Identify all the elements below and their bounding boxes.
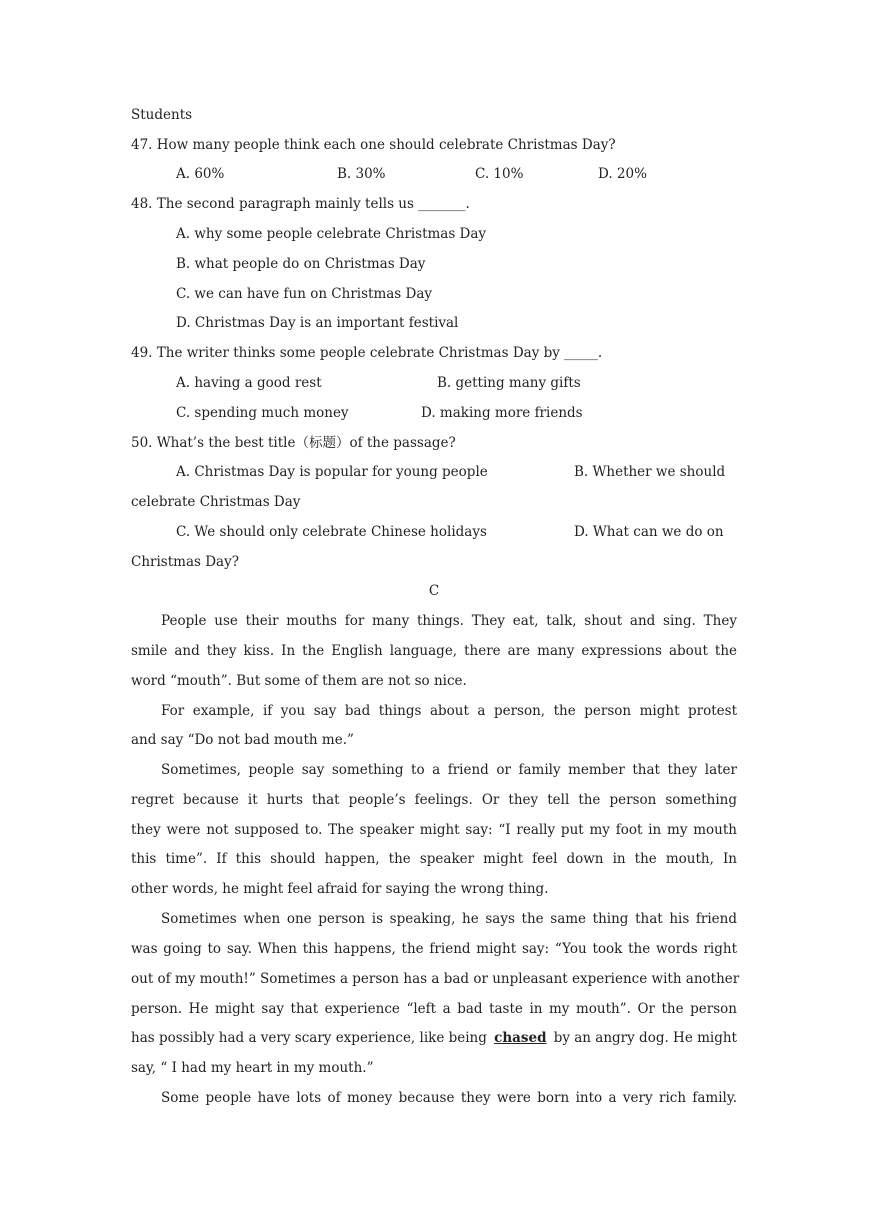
question-48-option-b: B. what people do on Christmas Day (176, 256, 426, 272)
question-49-option-b: B. getting many gifts (437, 375, 581, 391)
question-50-option-d-continued: Christmas Day? (131, 554, 239, 570)
question-47-stem: 47. How many people think each one should celebrate Christmas Day? (131, 137, 616, 153)
question-47-option-a: A. 60% (176, 166, 225, 182)
question-48-stem: 48. The second paragraph mainly tells us _______. (131, 196, 470, 212)
section-c-heading: C (428, 583, 440, 599)
passage-p4-line5-start: has possibly had a very scary experience, like being (131, 1030, 487, 1046)
section-b-tail: Students (131, 107, 193, 123)
question-48-option-a: A. why some people celebrate Christmas Day (176, 226, 487, 242)
passage-p3-line3: they were not supposed to. The speaker might say: “I really put my foot in my mouth (131, 822, 737, 838)
passage-p4-line2: was going to say. When this happens, the friend might say: “You took the words right (131, 941, 737, 957)
question-49-stem: 49. The writer thinks some people celebrate Christmas Day by _____. (131, 345, 603, 361)
question-50-option-c: C. We should only celebrate Chinese holidays (176, 524, 487, 540)
passage-p3-line1: Sometimes, people say something to a friend or family member that they later (161, 762, 737, 778)
underlined-word-chased: chased (494, 1030, 547, 1046)
question-47-option-b: B. 30% (337, 166, 386, 182)
question-47-option-c: C. 10% (475, 166, 524, 182)
question-49-option-d: D. making more friends (421, 405, 583, 421)
question-47-option-d: D. 20% (598, 166, 647, 182)
question-50-option-d: D. What can we do on (574, 524, 724, 540)
passage-p4-line1: Sometimes when one person is speaking, he says the same thing that his friend (161, 911, 737, 927)
question-48-option-c: C. we can have fun on Christmas Day (176, 286, 433, 302)
passage-p4-line4: person. He might say that experience “left a bad taste in my mouth”. Or the person (131, 1001, 737, 1017)
passage-p1-line3: word “mouth”. But some of them are not so nice. (131, 673, 467, 689)
question-50-option-a: A. Christmas Day is popular for young people (176, 464, 488, 480)
passage-p2-line1: For example, if you say bad things about a person, the person might protest (161, 703, 737, 719)
passage-p3-line5: other words, he might feel afraid for saying the wrong thing. (131, 881, 549, 897)
question-49-option-a: A. having a good rest (176, 375, 322, 391)
passage-p1-line1: People use their mouths for many things. They eat, talk, shout and sing. They (161, 613, 737, 629)
passage-p4-line5-end: by an angry dog. He might (553, 1030, 737, 1046)
passage-p3-line4: this time”. If this should happen, the speaker might feel down in the mouth, In (131, 851, 737, 867)
question-49-option-c: C. spending much money (176, 405, 349, 421)
passage-p4-line3: out of my mouth!” Sometimes a person has a bad or unpleasant experience with another (131, 971, 740, 987)
passage-p2-line2: and say “Do not bad mouth me.” (131, 732, 354, 748)
question-50-stem: 50. What’s the best title（标题）of the passage? (131, 435, 456, 451)
passage-p4-line6: say, “ I had my heart in my mouth.” (131, 1060, 374, 1076)
question-50-option-b: B. Whether we should (574, 464, 726, 480)
passage-p5-line1: Some people have lots of money because they were born into a very rich family. (161, 1090, 737, 1106)
passage-p3-line2: regret because it hurts that people’s feelings. Or they tell the person something (131, 792, 737, 808)
question-50-option-b-continued: celebrate Christmas Day (131, 494, 301, 510)
question-48-option-d: D. Christmas Day is an important festival (176, 315, 459, 331)
passage-p1-line2: smile and they kiss. In the English language, there are many expressions about the (131, 643, 737, 659)
passage-p4-line5 (131, 1029, 737, 1047)
